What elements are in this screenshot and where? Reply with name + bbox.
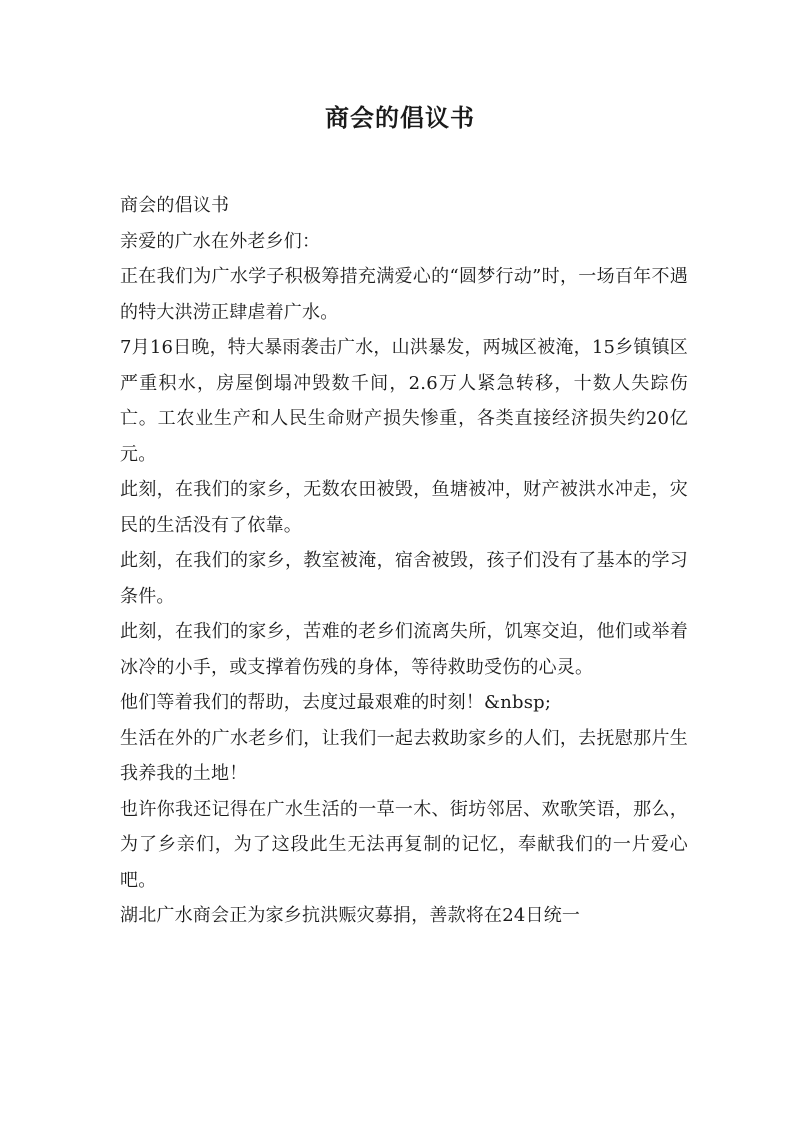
paragraph-schools: 此刻，在我们的家乡，教室被淹，宿舍被毁，孩子们没有了基本的学习条件。 [120, 550, 688, 607]
paragraph-heading: 商会的倡议书 [120, 195, 230, 216]
paragraph-fundraising: 湖北广水商会正为家乡抗洪赈灾募捐，善款将在24日统一 [120, 905, 581, 926]
paragraph-salutation: 亲爱的广水在外老乡们： [120, 230, 321, 252]
paragraph-waiting-help: 他们等着我们的帮助，去度过最艰难的时刻！&nbsp; [120, 692, 552, 713]
paragraph-disaster-report: 7月16日晚，特大暴雨袭击广水，山洪暴发，两城区被淹，15乡镇镇区严重积水，房屋倒塌冲毁数千间，2.6万人紧急转移，十数人失踪伤亡。工农业生产和人民生命财产损失惨重，各类直接经济损失约20亿元。 [120, 337, 688, 465]
paragraph-call-to-action: 生活在外的广水老乡们，让我们一起去救助家乡的人们，去抚慰那片生我养我的土地！ [120, 727, 688, 784]
paragraph-intro: 正在我们为广水学子积极筹措充满爱心的“圆梦行动”时，一场百年不遇的特大洪涝正肆虐着广水。 [120, 266, 688, 323]
paragraph-memories: 也许你我还记得在广水生活的一草一木、街坊邻居、欢歌笑语，那么，为了乡亲们，为了这段此生无法再复制的记忆，奉献我们的一片爱心吧。 [120, 798, 688, 891]
document-body [120, 188, 688, 934]
document-title: 商会的倡议书 [325, 104, 475, 132]
paragraph-villagers: 此刻，在我们的家乡，苦难的老乡们流离失所，饥寒交迫，他们或举着冰冷的小手，或支撑着伤残的身体，等待救助受伤的心灵。 [120, 621, 688, 678]
paragraph-farmland: 此刻，在我们的家乡，无数农田被毁，鱼塘被冲，财产被洪水冲走，灾民的生活没有了依靠。 [120, 479, 688, 536]
